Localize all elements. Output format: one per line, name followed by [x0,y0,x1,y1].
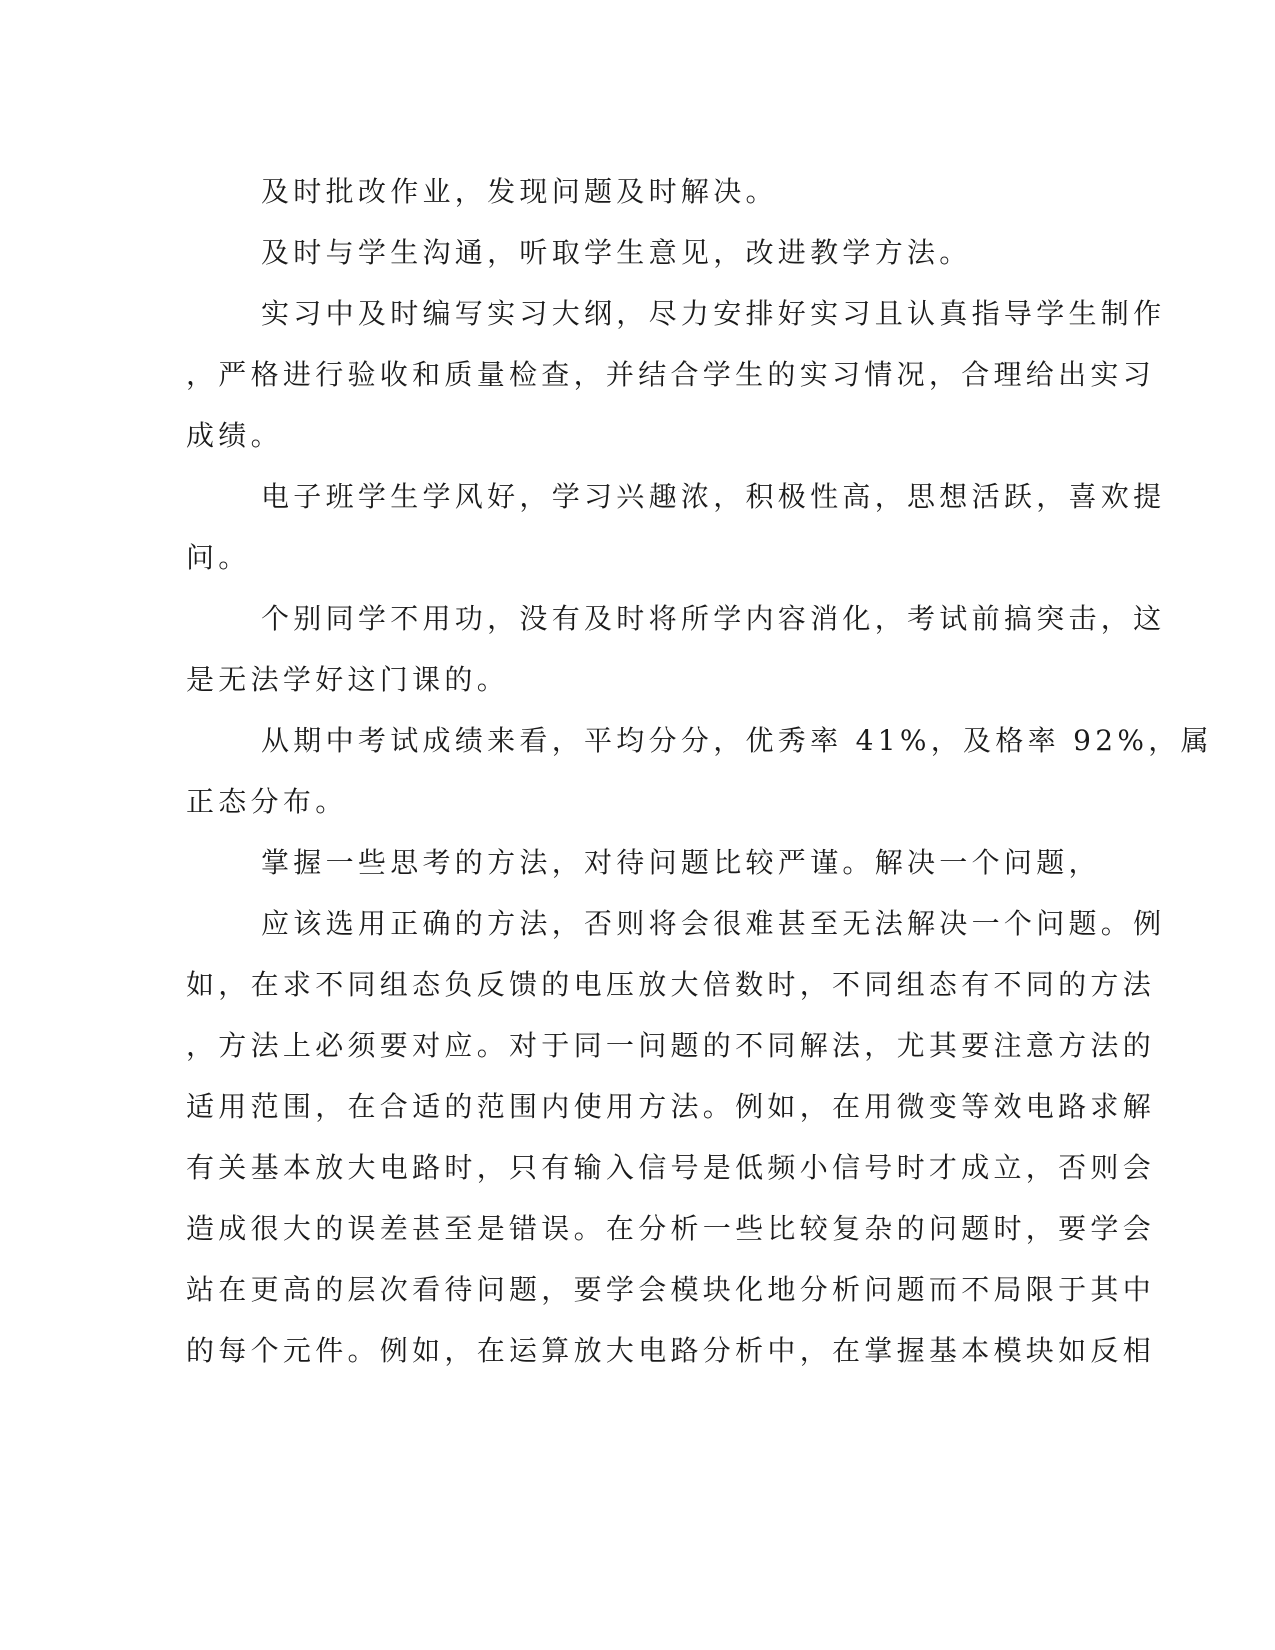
text-line: 掌握一些思考的方法，对待问题比较严谨。解决一个问题， [261,846,1101,879]
paragraph-7 [186,832,1101,893]
text-line: 个别同学不用功，没有及时将所学内容消化，考试前搞突击，这 [261,602,1166,635]
text-line: 从期中考试成绩来看，平均分分，优秀率 41%，及格率 92%，属 [261,724,1213,757]
paragraph-5 [186,588,1166,710]
paragraph-1 [186,161,1066,222]
text-line: 成绩。 [186,419,283,452]
text-line: 造成很大的误差甚至是错误。在分析一些比较复杂的问题时，要学会 [186,1212,1156,1245]
text-line: 及时批改作业，发现问题及时解决。 [261,175,778,208]
text-line: 实习中及时编写实习大纲，尽力安排好实习且认真指导学生制作 [261,297,1166,330]
paragraph-6 [186,710,1213,832]
text-line: 问。 [186,541,251,574]
document-body [186,161,1213,1381]
text-line: 正态分布。 [186,785,348,818]
paragraph-4 [186,466,1166,588]
text-line: 及时与学生沟通，听取学生意见，改进教学方法。 [261,236,972,269]
text-line: 的每个元件。例如，在运算放大电路分析中，在掌握基本模块如反相 [186,1334,1156,1367]
text-line: 应该选用正确的方法，否则将会很难甚至无法解决一个问题。例 [261,907,1166,940]
text-line: 如，在求不同组态负反馈的电压放大倍数时，不同组态有不同的方法 [186,968,1156,1001]
text-line: 是无法学好这门课的。 [186,663,510,696]
paragraph-8 [186,893,1166,1381]
text-line: 适用范围，在合适的范围内使用方法。例如，在用微变等效电路求解 [186,1090,1156,1123]
text-line: 站在更高的层次看待问题，要学会模块化地分析问题而不局限于其中 [186,1273,1156,1306]
text-line: ，方法上必须要对应。对于同一问题的不同解法，尤其要注意方法的 [186,1029,1156,1062]
paragraph-2 [186,222,1066,283]
text-line: 有关基本放大电路时，只有输入信号是低频小信号时才成立，否则会 [186,1151,1156,1184]
text-line: 电子班学生学风好，学习兴趣浓，积极性高，思想活跃，喜欢提 [261,480,1166,513]
paragraph-3 [186,283,1166,466]
text-line: ，严格进行验收和质量检查，并结合学生的实习情况，合理给出实习 [186,358,1156,391]
